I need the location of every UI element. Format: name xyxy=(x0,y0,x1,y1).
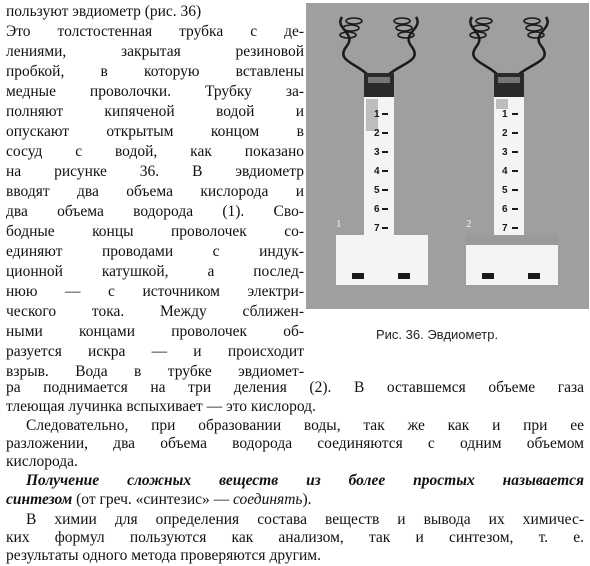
text-line: на рисунке 36. В эвдиометр xyxy=(6,163,304,180)
text-line: взрыв. Вода в трубке эвдиомет- xyxy=(6,363,304,380)
svg-text:7: 7 xyxy=(374,223,380,234)
svg-text:6: 6 xyxy=(374,204,380,215)
text-line: ционной катушкой, а послед- xyxy=(6,263,304,280)
text-line: бодные концы проволочек со- xyxy=(6,223,304,240)
rubber-stopper xyxy=(494,73,524,99)
text-line: разложении, два объема водорода соединяются с одним объемом xyxy=(6,435,584,452)
text-line: ными концами проволочек об- xyxy=(6,323,304,340)
tube-label: 2 xyxy=(466,218,472,230)
svg-text:7: 7 xyxy=(502,223,508,234)
svg-text:6: 6 xyxy=(502,204,508,215)
text-line: пробкой, в которую вставлены xyxy=(6,63,304,80)
text-line: нюю — с источником электри- xyxy=(6,283,304,300)
text-line: опускают открытым концом в xyxy=(6,123,304,140)
tube xyxy=(494,97,524,243)
svg-text:5: 5 xyxy=(374,185,380,196)
text-line: тлеющая лучинка вспыхивает — это кислород. xyxy=(6,398,316,415)
text-line: ких формул пользуются как анализом, так и синтезом, т. е. xyxy=(6,529,584,546)
right-eudiometer xyxy=(466,17,558,285)
svg-text:2: 2 xyxy=(374,128,380,139)
text-line: два объема водорода (1). Сво- xyxy=(6,203,304,220)
definition-end: ). xyxy=(302,491,312,508)
svg-text:4: 4 xyxy=(502,166,508,177)
text-line: Следовательно, при образовании воды, так же как и при ее xyxy=(26,417,584,434)
svg-text:3: 3 xyxy=(374,147,380,158)
eudiometer-illustration xyxy=(306,3,589,309)
text-line: В химии для определения состава веществ и вывода их химичес- xyxy=(26,511,584,528)
svg-text:1: 1 xyxy=(374,109,380,120)
text-line: пользуют эвдиометр (рис. 36) xyxy=(6,3,202,20)
text-line: медные проволочки. Трубку за- xyxy=(6,83,304,100)
svg-text:4: 4 xyxy=(374,166,380,177)
text-line: ческого тока. Между сближен- xyxy=(6,303,304,320)
definition-italic: соединять xyxy=(233,491,303,508)
text-line: результаты одного метода проверяются другим. xyxy=(6,547,321,564)
text-line: Это толстостенная трубка с де- xyxy=(6,23,304,40)
svg-text:5: 5 xyxy=(502,185,508,196)
text-line: ра поднимается на три деления (2). В оставшемся объеме газа xyxy=(6,379,584,396)
text-line: сосуд с водой, как показано xyxy=(6,143,304,160)
tube-label: 1 xyxy=(336,218,342,230)
svg-text:1: 1 xyxy=(502,109,508,120)
svg-text:3: 3 xyxy=(502,147,508,158)
text-line: единяют проводами с индук- xyxy=(6,243,304,260)
svg-text:2: 2 xyxy=(502,128,508,139)
text-line: лениями, закрытая резиновой xyxy=(6,43,304,60)
text-line: вводят два объема кислорода и xyxy=(6,183,304,200)
text-line: разуется искра — и происходит xyxy=(6,343,304,360)
rubber-stopper xyxy=(364,73,394,99)
water-basin xyxy=(336,235,428,285)
text-line: кислорода. xyxy=(6,453,78,470)
term-synthesis: синтезом xyxy=(6,491,73,508)
text-line: полняют кипяченой водой и xyxy=(6,103,304,120)
left-eudiometer xyxy=(336,17,428,285)
definition-rest: (от греч. «синтезис» — xyxy=(72,491,234,508)
figure-caption: Рис. 36. Эвдиометр. xyxy=(376,327,499,342)
eudiometer-figure xyxy=(306,3,589,309)
definition-line: Получение сложных веществ из более простых называется xyxy=(26,472,584,489)
definition-line xyxy=(6,490,584,510)
